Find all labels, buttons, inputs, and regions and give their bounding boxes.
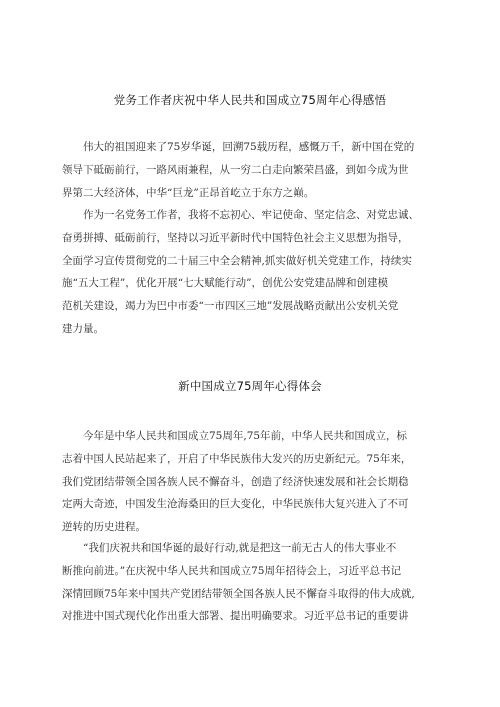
paragraph-line: 深情回顾75年来中国共产党团结带领全国各族人民不懈奋斗取得的伟大成就, [62,587,415,600]
paragraph-line: 今年是中华人民共和国成立75周年,75年前，中华人民共和国成立，标 [83,430,408,442]
paragraph-line: 范机关建设，竭力为巴中市委“一市四区三地”发展战略贡献出公安机关党 [62,300,399,313]
paragraph-line: 作为一名党务工作者，我将不忘初心、牢记使命、坚定信念、对党忠诚、 [83,209,419,221]
section-title-2: 新中国成立75周年心得体会 [178,379,322,393]
paragraph-line: 界第二大经济体，中华“巨龙”正昂首屹立于东方之巅。 [62,186,315,199]
paragraph-line: 奋勇拼搏、砥砺前行，坚持以习近平新时代中国特色社会主义思想为指导， [62,231,409,244]
paragraph-line: 定两大奇迹，中国发生沧海桑田的巨大变化，中华民族伟大复兴进入了不可 [62,498,409,511]
section-title-1: 党务工作者庆祝中华人民共和国成立75周年心得感悟 [113,93,387,107]
paragraph-line: 领导下砥砺前行，一路风雨兼程，从一穷二白走向繁荣昌盛，到如今成为世 [62,163,409,176]
paragraph-4 [62,537,457,628]
paragraph-line: 伟大的祖国迎来了75岁华诞，回溯75载历程，感慨万千，新中国在党的 [83,141,415,153]
paragraph-line: 志着中国人民站起来了，开启了中华民族伟大发兴的历史新纪元。75年来， [62,452,412,465]
paragraph-line: 施“五大工程”，优化开展“七大赋能行动”，创优公安党建品牌和创建模 [62,277,388,290]
paragraph-line: 逆转的历史进程。 [62,521,146,534]
paragraph-line: 我们党团结带领全国各族人民不懈奋斗，创造了经济快速发展和社会长期稳 [62,475,409,488]
paragraph-line: “我们庆祝共和国华诞的最好行动,就是把这一前无古人的伟大事业不 [83,542,397,554]
paragraph-line: 全面学习宣传贯彻党的二十届三中全会精神,抓实做好机关党建工作，持续实 [62,254,412,267]
paragraph-1 [62,136,457,204]
paragraph-2 [62,204,457,341]
paragraph-3 [62,425,457,539]
paragraph-line: 断推向前进。”在庆祝中华人民共和国成立75周年招待会上，习近平总书记 [62,564,401,577]
paragraph-line: 对推进中国式现代化作出重大部署、提出明确要求。习近平总书记的重要讲 [62,610,409,623]
paragraph-line: 建力量。 [62,322,104,335]
